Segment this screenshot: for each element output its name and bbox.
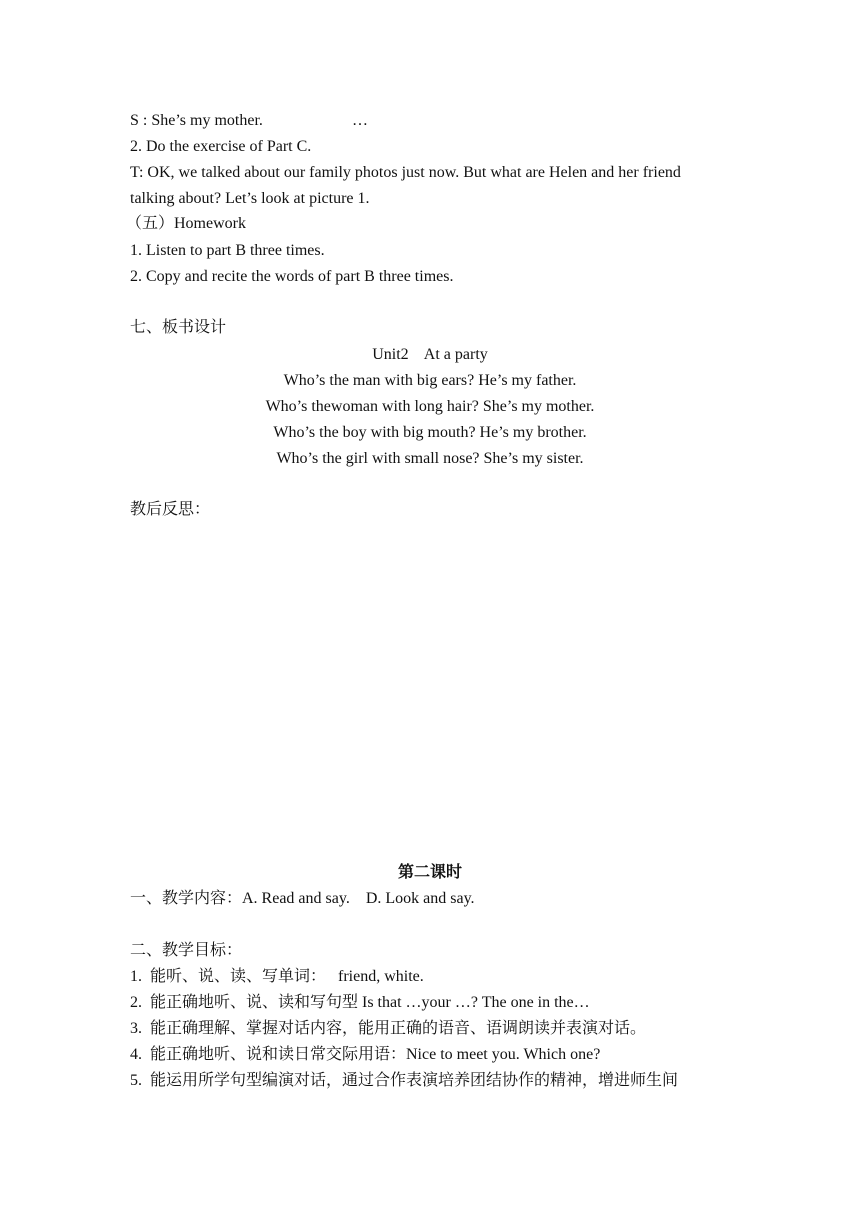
homework-heading: （五）Homework [126, 215, 246, 232]
lesson-two-title: 第二课时 [397, 864, 462, 881]
content-line: 一、教学内容：A. Read and say. D. Look and say. [130, 890, 475, 907]
goal-item: 5. 能运用所学句型编演对话，通过合作表演培养团结协作的精神，增进师生间 [130, 1072, 679, 1089]
board-line: Who’s the man with big ears? He’s my father. [283, 372, 577, 389]
goal-item: 4. 能正确地听、说和读日常交际用语：Nice to meet you. Which one? [130, 1046, 601, 1063]
teacher-line-2: talking about? Let’s look at picture 1. [130, 190, 370, 207]
board-title: Unit2 At a party [372, 346, 488, 363]
goal-item: 1. 能听、说、读、写单词： friend, white. [130, 968, 424, 985]
homework-item: 2. Copy and recite the words of part B three times. [130, 268, 454, 285]
dialog-line: S : She’s my mother. [130, 112, 263, 129]
homework-item: 1. Listen to part B three times. [130, 242, 325, 259]
board-line: Who’s the girl with small nose? She’s my sister. [276, 450, 584, 467]
reflection-label: 教后反思： [130, 501, 211, 518]
board-line: Who’s the boy with big mouth? He’s my brother. [273, 424, 587, 441]
goals-heading: 二、教学目标： [130, 942, 243, 959]
goal-item: 3. 能正确理解、掌握对话内容，能用正确的语音、语调朗读并表演对话。 [130, 1020, 647, 1037]
exercise-line: 2. Do the exercise of Part C. [130, 138, 312, 155]
dialog-ellipsis: … [352, 112, 368, 129]
goal-item: 2. 能正确地听、说、读和写句型 Is that …your …? The one in the… [130, 994, 590, 1011]
board-line: Who’s thewoman with long hair? She’s my mother. [265, 398, 595, 415]
board-design-heading: 七、板书设计 [130, 319, 227, 336]
teacher-line-1: T: OK, we talked about our family photos just now. But what are Helen and her friend [130, 164, 681, 181]
